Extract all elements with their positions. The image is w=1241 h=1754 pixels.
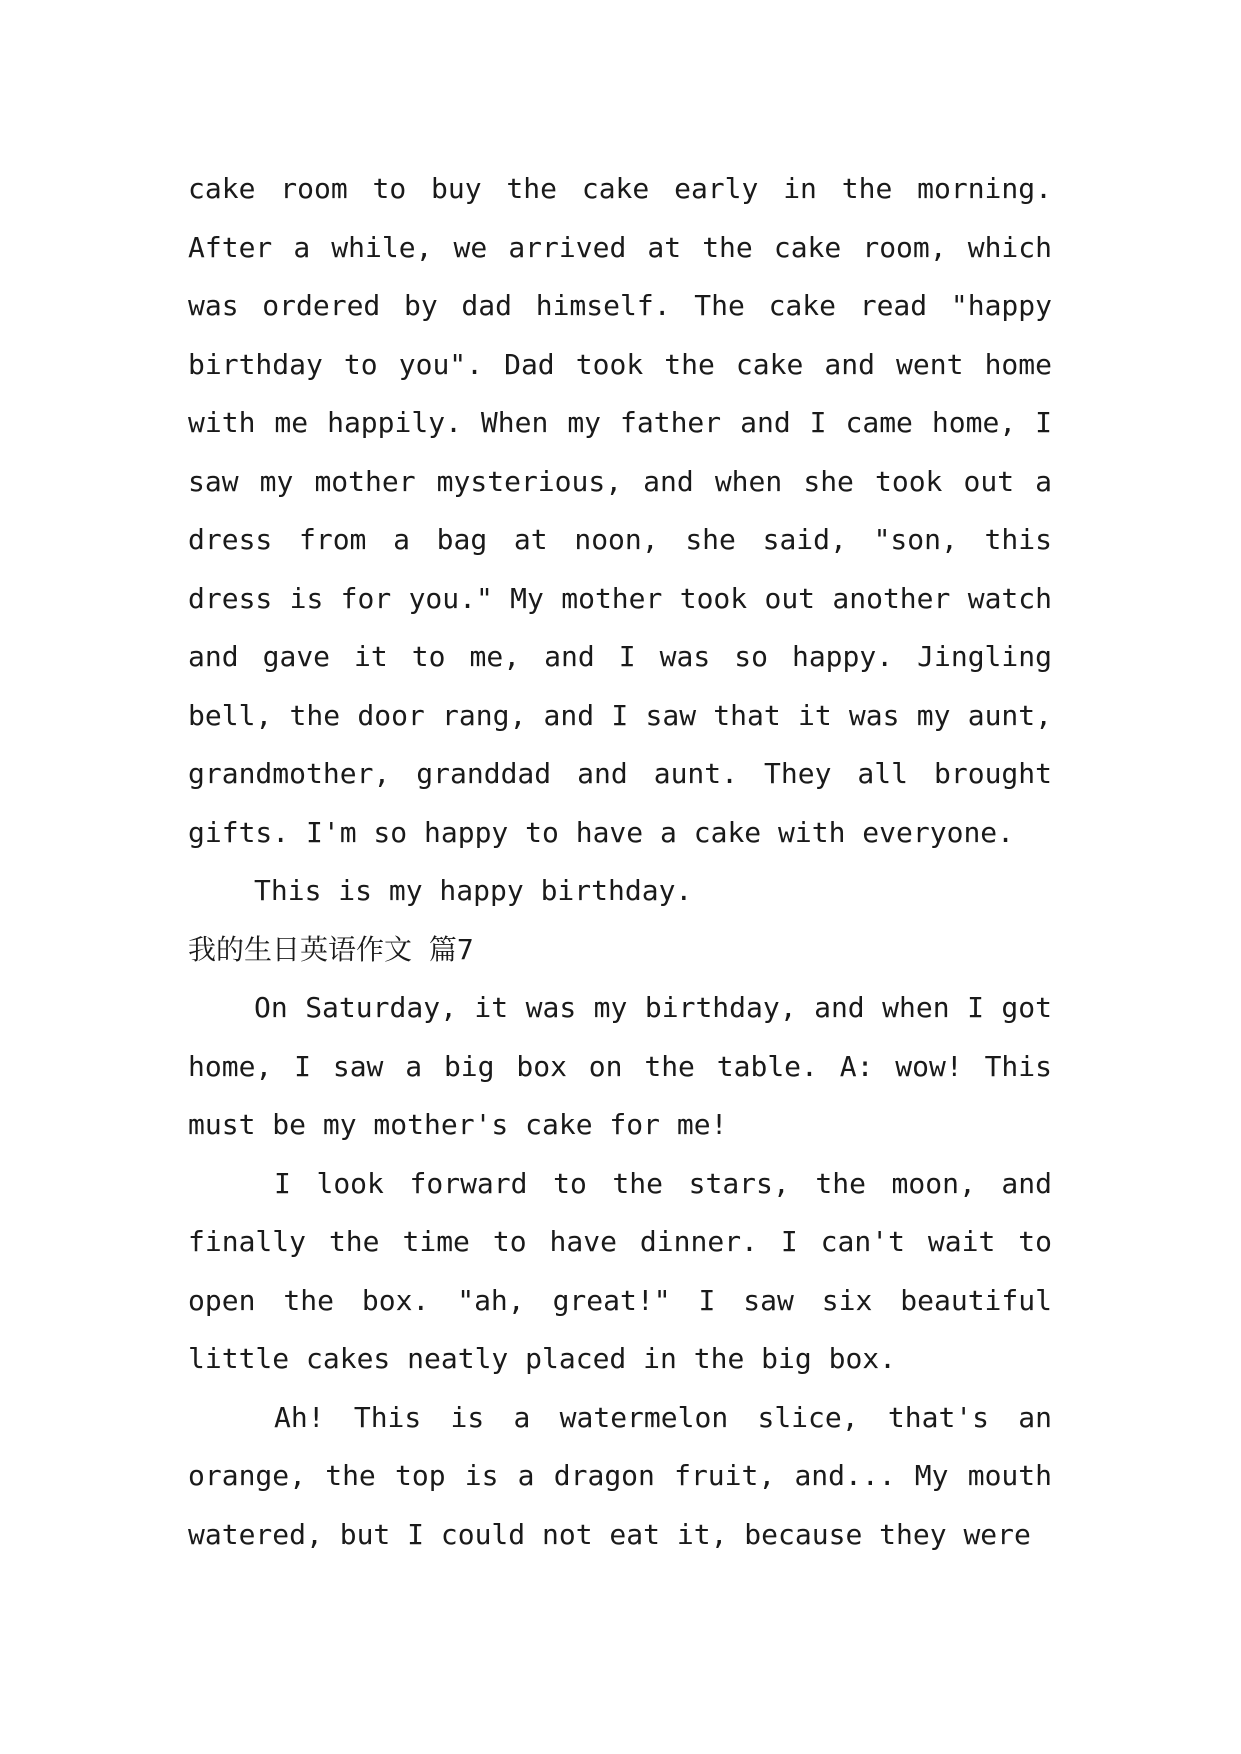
section-paragraph-3: Ah! This is a watermelon slice, that's an orange, the top is a dragon fruit, and... My mouth watered, but I could not eat it, because they were bbox=[188, 1400, 1052, 1551]
section-paragraph-2: I look forward to the stars, the moon, and finally the time to have dinner. I can't wait to open the box. "ah, great!" I saw six beautiful little cakes neatly placed in the big box. bbox=[188, 1166, 1052, 1375]
paragraph-closing: This is my happy birthday. bbox=[254, 874, 693, 907]
section-paragraph-1: On Saturday, it was my birthday, and when I got home, I saw a big box on the table. A: wow! This must be my mother's cake for me! bbox=[188, 991, 1052, 1141]
section-heading: 我的生日英语作文 篇7 bbox=[188, 932, 474, 966]
document-body bbox=[188, 160, 1052, 1564]
paragraph-continued: cake room to buy the cake early in the morning. After a while, we arrived at the cake room, which was ordered by dad himself. The cake read "happy birthday to you". Dad took the cake and went home with me happily. When my father and I came home, I saw my mother mysterious, and when she took out a dress from a bag at noon, she said, "son, this dress is for you." My mother took out another watch and gave it to me, and I was so happy. Jingling bell, the door rang, and I saw that it was my aunt, grandmother, granddad and aunt. They all brought gifts. I'm so happy to have a cake with everyone. bbox=[188, 172, 1052, 849]
